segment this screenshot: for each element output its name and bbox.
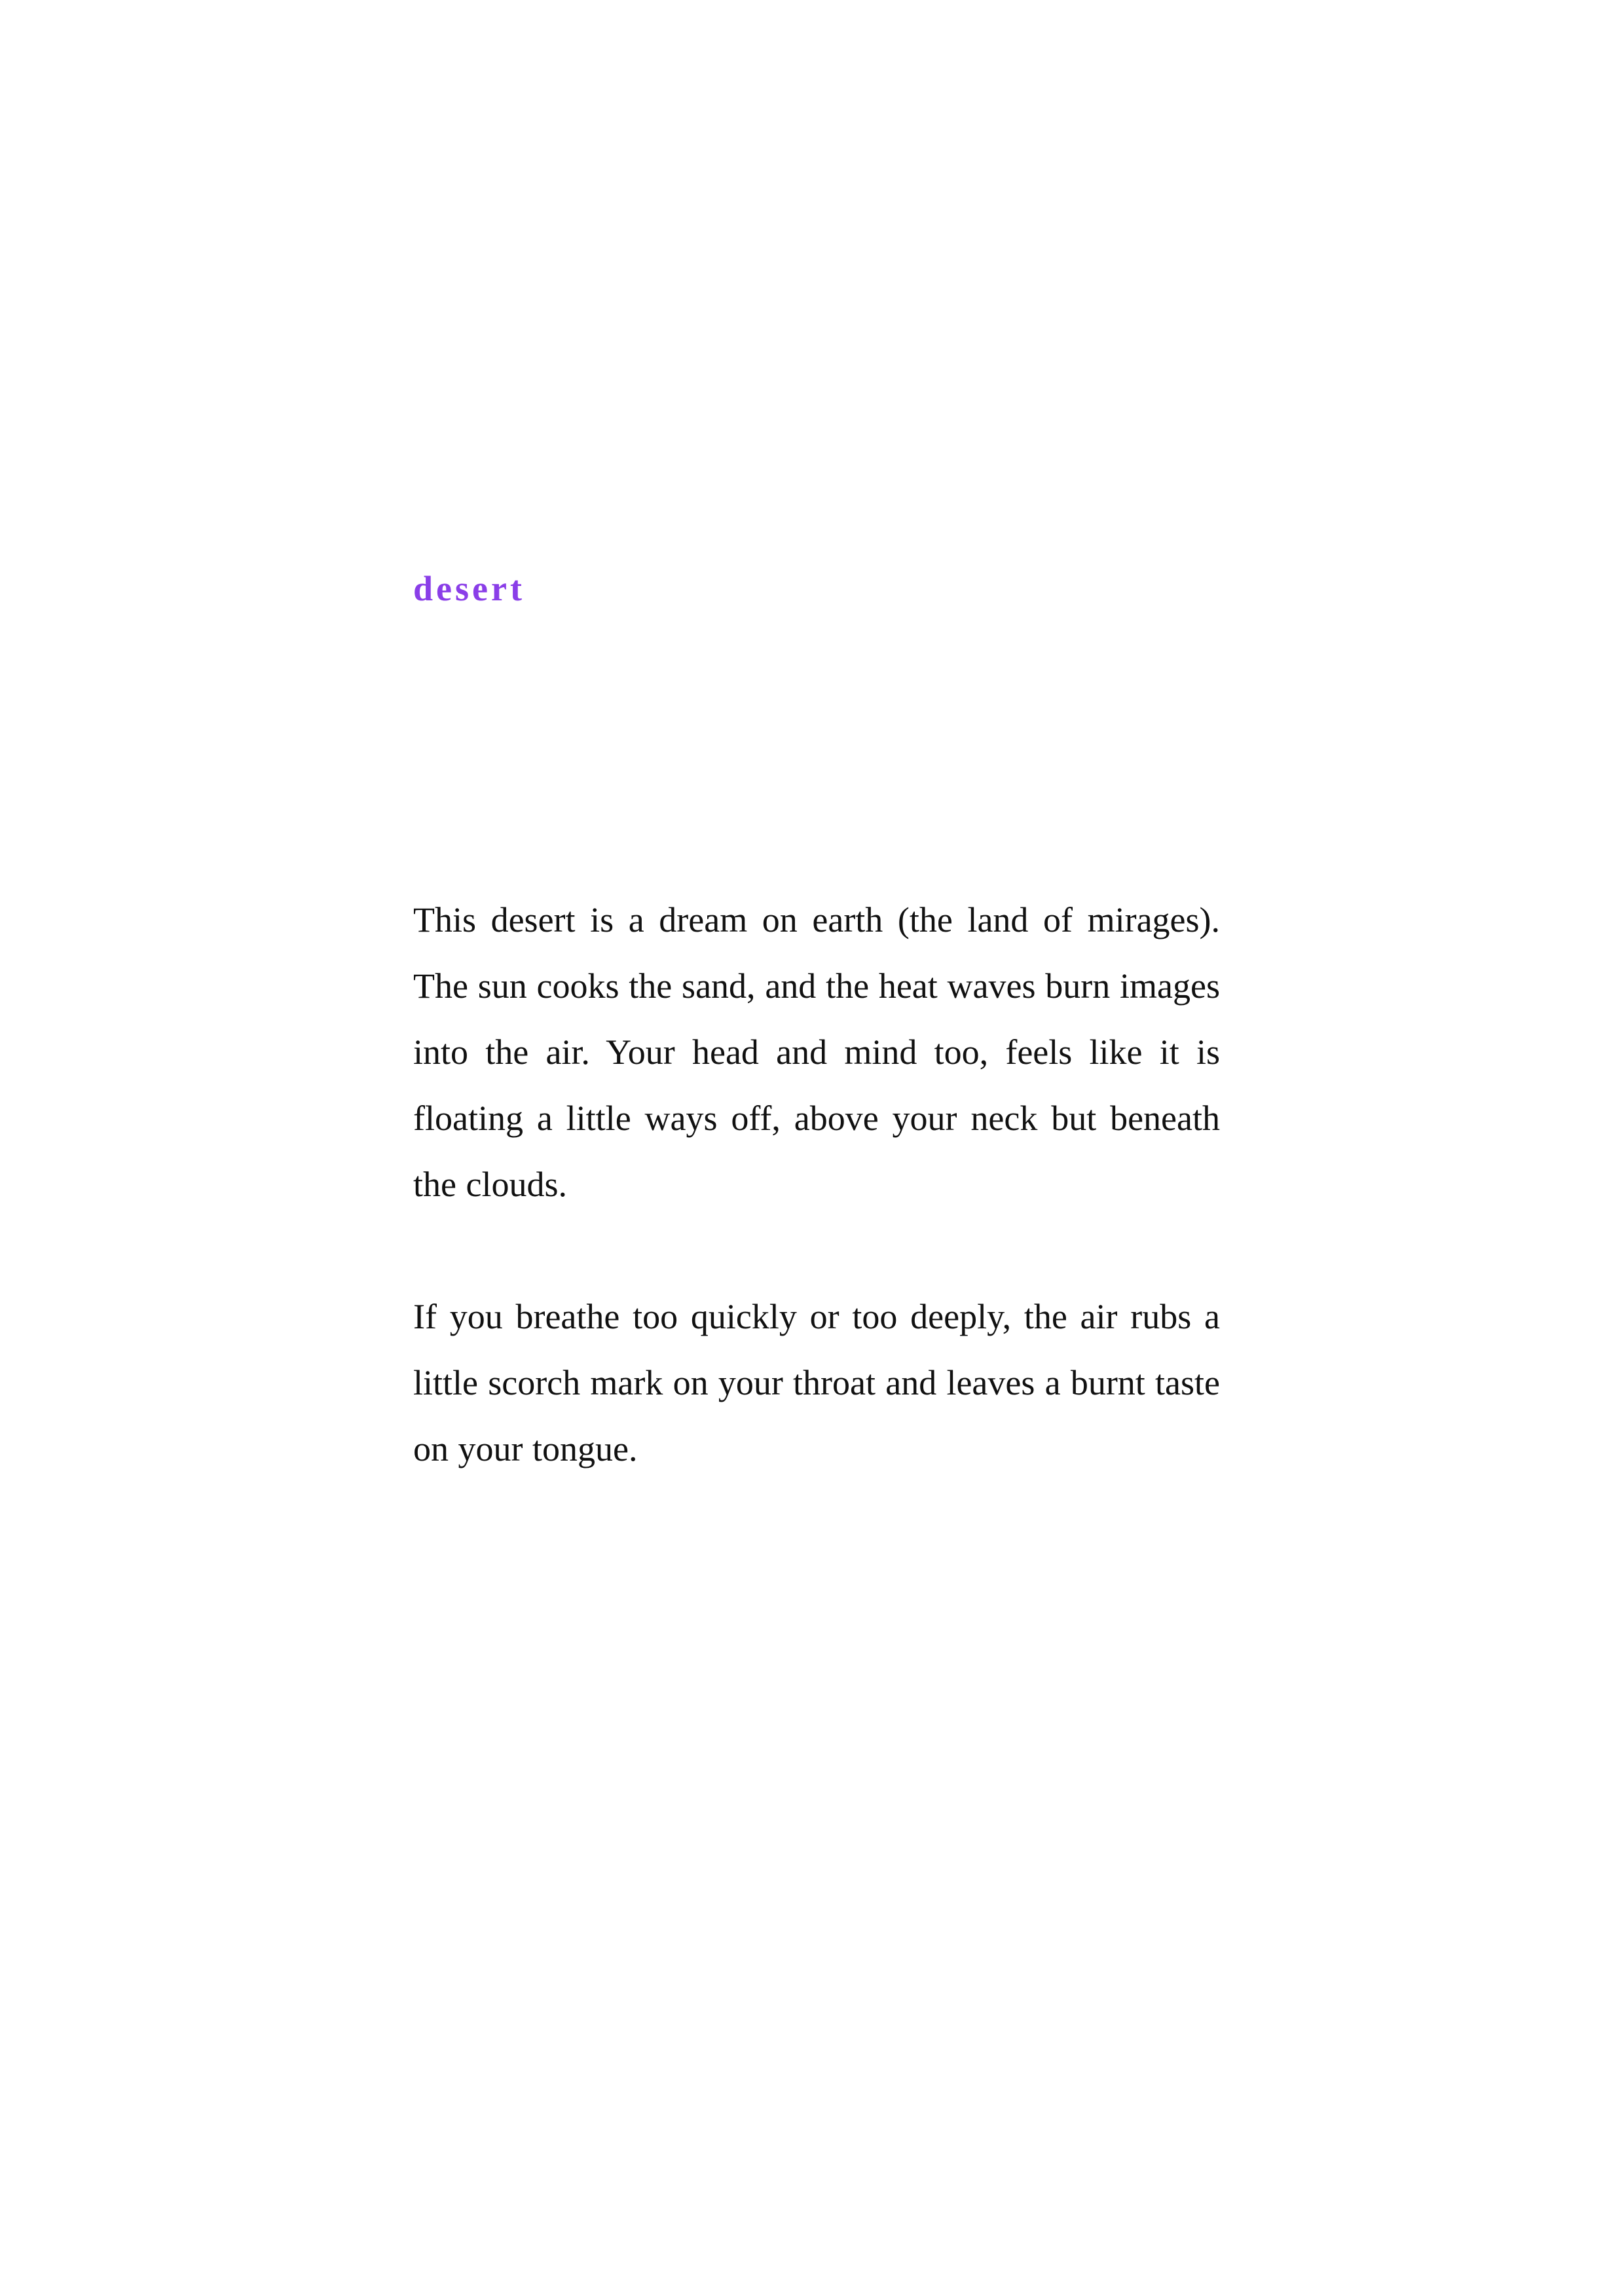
paragraph-2: If you breathe too quickly or too deeply, the air rubs a little scorch mark on your throat and leaves a burnt taste on your tongue. xyxy=(413,1297,1220,1468)
paragraph-1: This desert is a dream on earth (the land of mirages). The sun cooks the sand, and the heat waves burn images into the air. Your head and mind too, feels like it is floating a little ways off, above your neck but beneath the clouds. xyxy=(413,900,1220,1204)
body-text xyxy=(413,887,1220,1482)
page-title: desert xyxy=(413,569,525,608)
